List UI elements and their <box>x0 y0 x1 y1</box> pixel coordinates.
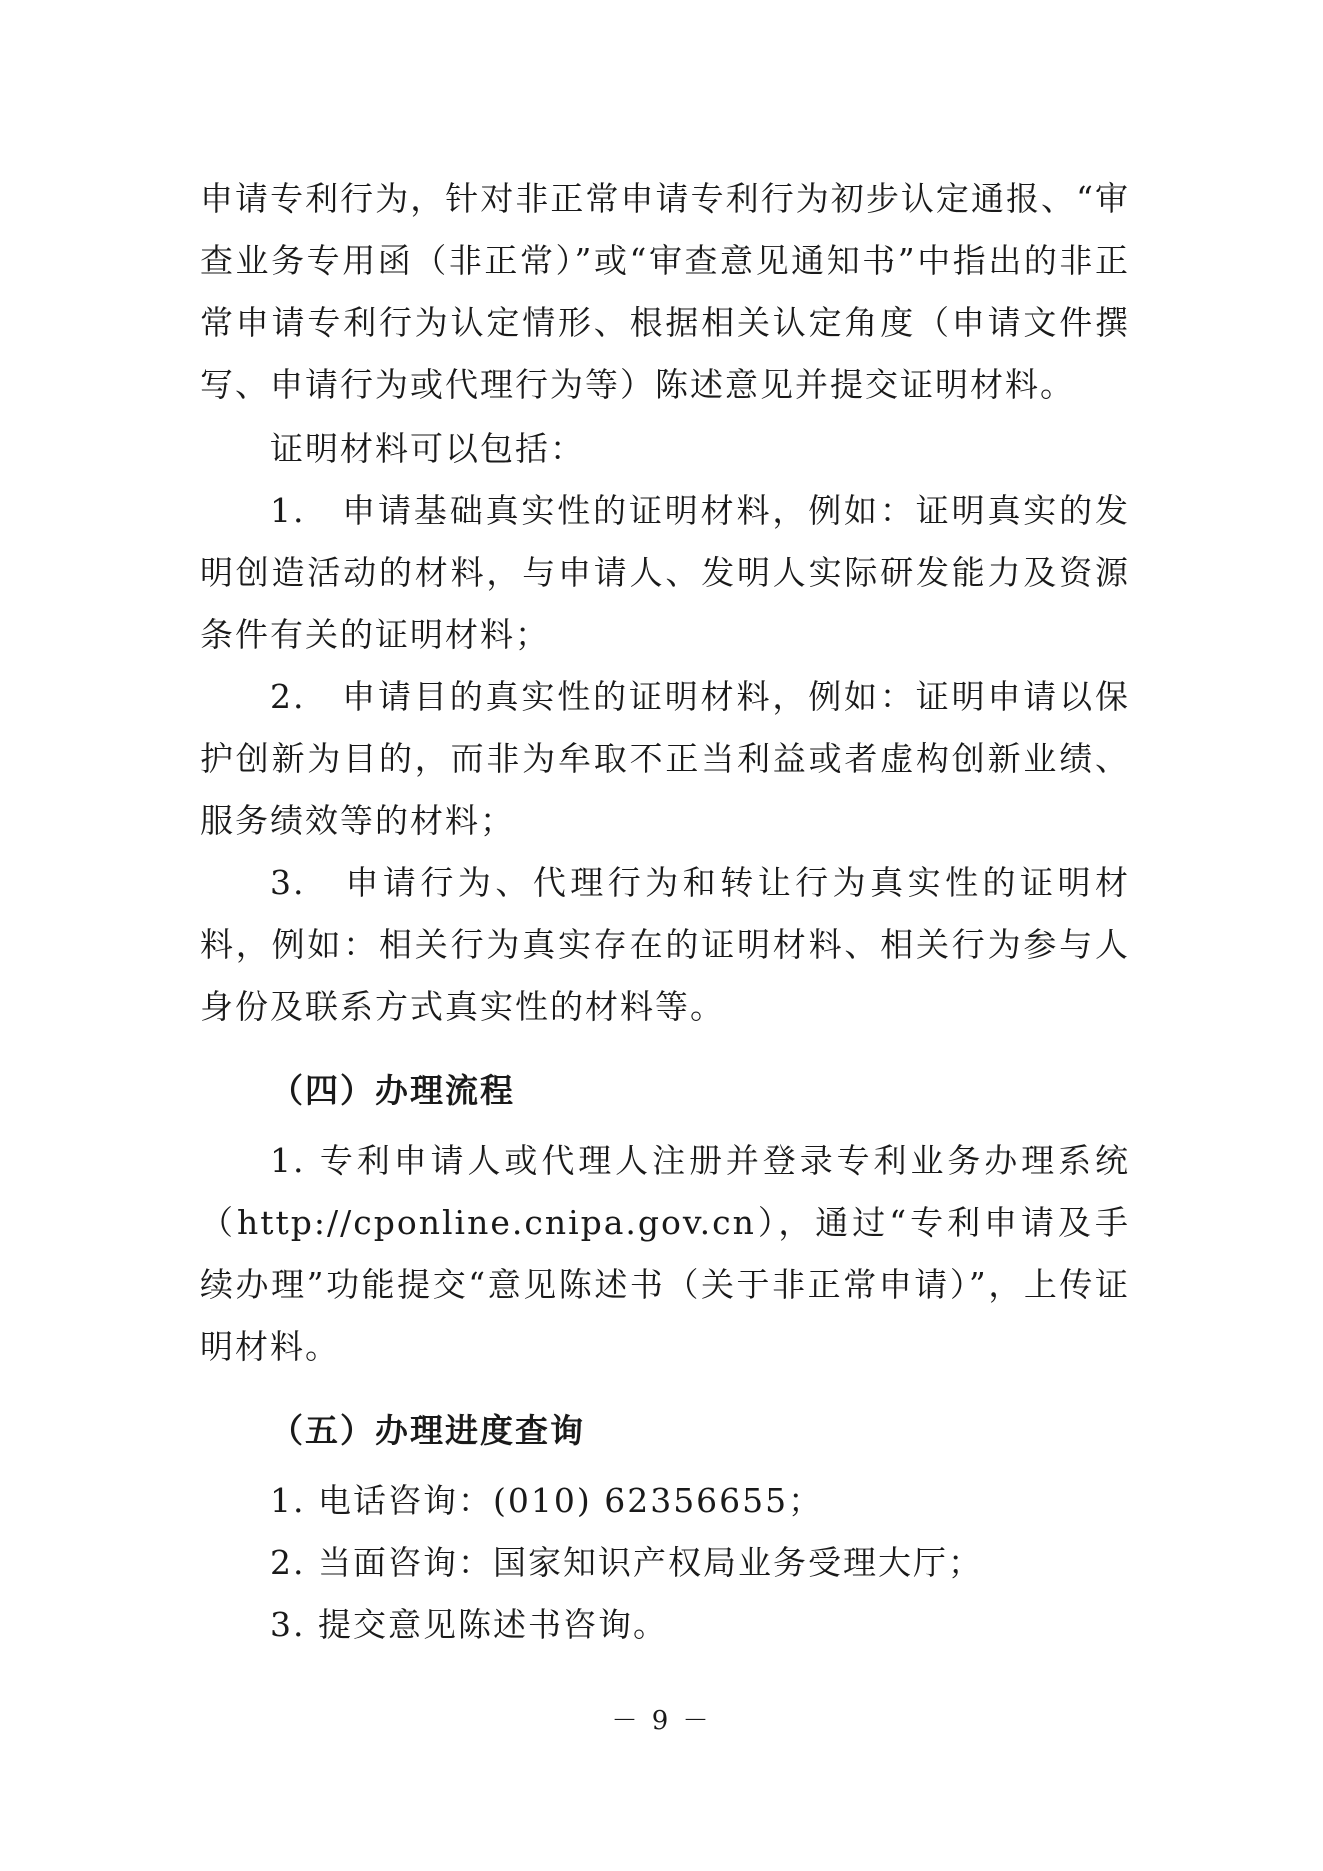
evidence-item-3: 3. 申请行为、代理行为和转让行为真实性的证明材料，例如：相关行为真实存在的证明材料、相关行为参与人身份及联系方式真实性的材料等。 <box>200 863 1130 1026</box>
section-5-item-2: 2. 当面咨询：国家知识产权局业务受理大厅； <box>270 1543 983 1582</box>
section-5-item-3: 3. 提交意见陈述书咨询。 <box>270 1605 668 1644</box>
section-4-heading: （四）办理流程 <box>270 1071 515 1110</box>
evidence-item-1: 1. 申请基础真实性的证明材料，例如：证明真实的发明创造活动的材料，与申请人、发明人实际研发能力及资源条件有关的证明材料； <box>200 491 1130 654</box>
evidence-item-2: 2. 申请目的真实性的证明材料，例如：证明申请以保护创新为目的，而非为牟取不正当利益或者虚构创新业绩、服务绩效等的材料； <box>200 677 1130 840</box>
continuation-paragraph: 申请专利行为，针对非正常申请专利行为初步认定通报、“审查业务专用函（非正常）”或“审查意见通知书”中指出的非正常申请专利行为认定情形、根据相关认定角度（申请文件撰写、申请行为或代理行为等）陈述意见并提交证明材料。 <box>200 179 1130 404</box>
section-4-paragraph: 1. 专利申请人或代理人注册并登录专利业务办理系统（http://cponline.cnipa.gov.cn），通过“专利申请及手续办理”功能提交“意见陈述书（关于非正常申请）”，上传证明材料。 <box>200 1141 1130 1366</box>
page-number: － 9 － <box>611 1706 712 1736</box>
section-5-item-1: 1. 电话咨询：(010) 62356655； <box>270 1481 824 1520</box>
section-5-heading: （五）办理进度查询 <box>270 1411 585 1450</box>
document-body <box>200 168 1130 1656</box>
evidence-intro: 证明材料可以包括： <box>270 429 585 468</box>
